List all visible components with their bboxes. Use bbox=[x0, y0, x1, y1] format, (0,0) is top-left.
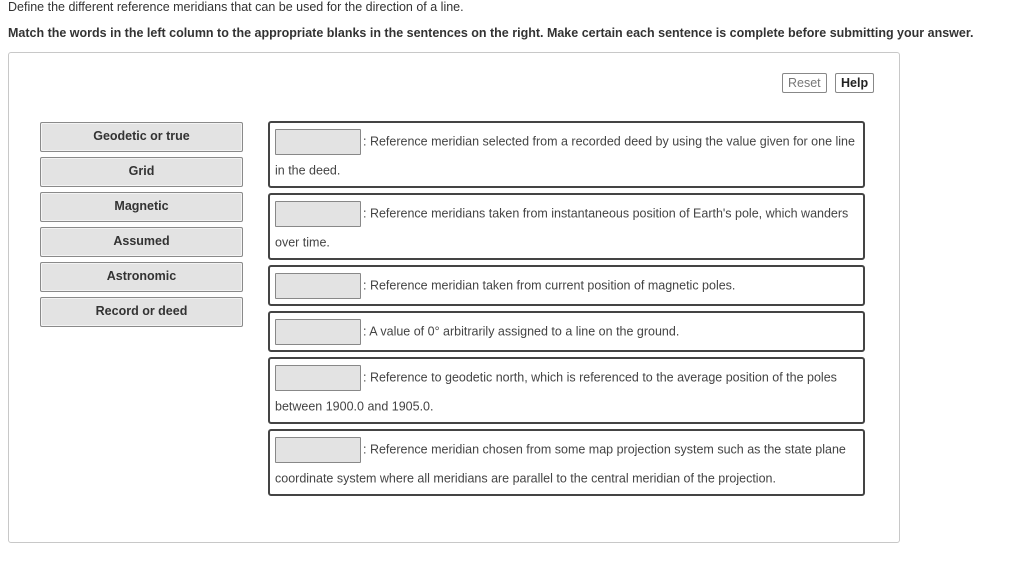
sentence-text-4: : A value of 0° arbitrarily assigned to a line on the ground. bbox=[363, 324, 680, 339]
word-geodetic-or-true[interactable]: Geodetic or true bbox=[40, 122, 243, 152]
question-intro: Define the different reference meridians that can be used for the direction of a line. bbox=[8, 0, 464, 14]
word-assumed[interactable]: Assumed bbox=[40, 227, 243, 257]
sentence-text-1: : Reference meridian selected from a recorded deed by using the value given for one line in the deed. bbox=[275, 134, 855, 178]
sentence-1 bbox=[268, 121, 865, 188]
drop-blank-6[interactable] bbox=[275, 437, 361, 463]
drop-blank-4[interactable] bbox=[275, 319, 361, 345]
sentence-2 bbox=[268, 193, 865, 260]
sentence-4 bbox=[268, 311, 865, 352]
word-astronomic[interactable]: Astronomic bbox=[40, 262, 243, 292]
sentence-text-2: : Reference meridians taken from instantaneous position of Earth's pole, which wanders over time. bbox=[275, 206, 849, 250]
word-record-or-deed[interactable]: Record or deed bbox=[40, 297, 243, 327]
drop-blank-1[interactable] bbox=[275, 129, 361, 155]
drop-blank-5[interactable] bbox=[275, 365, 361, 391]
reset-button[interactable]: Reset bbox=[782, 73, 827, 93]
drop-blank-3[interactable] bbox=[275, 273, 361, 299]
help-button[interactable]: Help bbox=[835, 73, 874, 93]
word-magnetic[interactable]: Magnetic bbox=[40, 192, 243, 222]
sentence-6 bbox=[268, 429, 865, 496]
sentence-text-6: : Reference meridian chosen from some map projection system such as the state plane coordinate system where all meridians are parallel to the central meridian of the projection. bbox=[275, 442, 846, 486]
sentence-text-5: : Reference to geodetic north, which is referenced to the average position of the poles between 1900.0 and 1905.0. bbox=[275, 370, 837, 414]
drop-blank-2[interactable] bbox=[275, 201, 361, 227]
word-grid[interactable]: Grid bbox=[40, 157, 243, 187]
sentence-5 bbox=[268, 357, 865, 424]
sentence-3 bbox=[268, 265, 865, 306]
sentence-text-3: : Reference meridian taken from current position of magnetic poles. bbox=[363, 278, 736, 293]
question-instructions: Match the words in the left column to the appropriate blanks in the sentences on the right. Make certain each sentence is complete before submitting your answer. bbox=[8, 26, 974, 40]
